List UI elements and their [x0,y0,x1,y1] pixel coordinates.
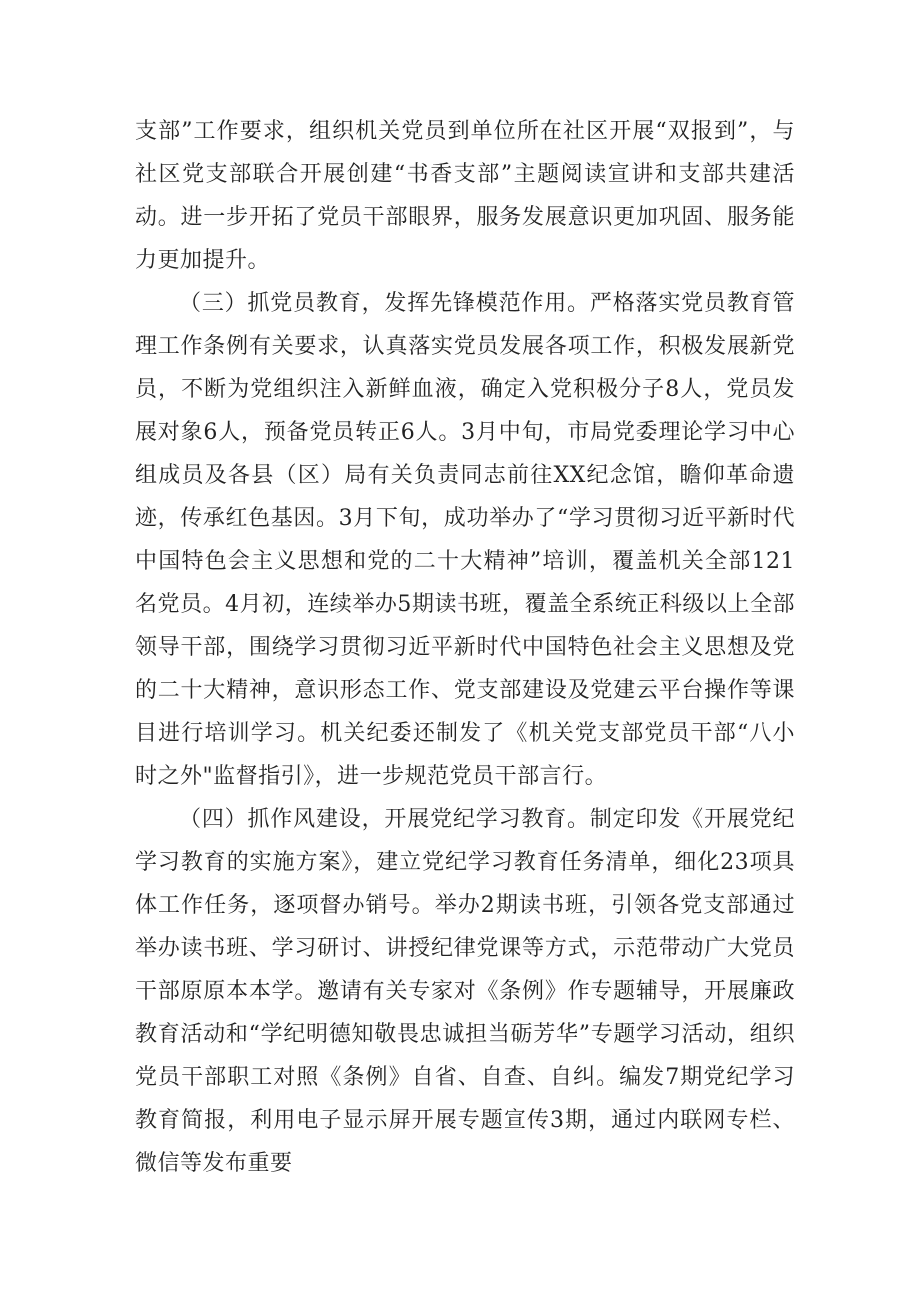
paragraph-discipline-education: （四）抓作风建设，开展党纪学习教育。制定印发《开展党纪学习教育的实施方案》，建立党纪学习教育任务清单，细化23项具体工作任务，逐项督办销号。举办2期读书班，引领各党支部通过举办读书班、学习研讨、讲授纪律党课等方式，示范带动广大党员干部原原本本学。邀请有关专家对《条例》作专题辅导，开展廉政教育活动和“学纪明德知敬畏忠诚担当砺芳华”专题学习活动，组织党员干部职工对照《条例》自省、自查、自纠。编发7期党纪学习教育简报，利用电子显示屏开展专题宣传3期，通过内联网专栏、微信等发布重要 [135,807,795,1176]
paragraph-party-member-education: （三）抓党员教育，发挥先锋模范作用。严格落实党员教育管理工作条例有关要求，认真落实党员发展各项工作，积极发展新党员，不断为党组织注入新鲜血液，确定入党积极分子8人，党员发展对象6人，预备党员转正6人。3月中旬，市局党委理论学习中心组成员及各县（区）局有关负责同志前往XX纪念馆，瞻仰革命遗迹，传承红色基因。3月下旬，成功举办了“学习贯彻习近平新时代中国特色会主义思想和党的二十大精神”培训，覆盖机关全部121名党员。4月初，连续举办5期读书班，覆盖全系统正科级以上全部领导干部，围绕学习贯彻习近平新时代中国特色社会主义思想及党的二十大精神，意识形态工作、党支部建设及党建云平台操作等课目进行培训学习。机关纪委还制发了《机关党支部党员干部“八小时之外"监督指引》，进一步规范党员干部言行。 [135,291,795,789]
document-body [135,110,795,1185]
paragraph-continued: 支部”工作要求，组织机关党员到单位所在社区开展“双报到”，与社区党支部联合开展创建“书香支部”主题阅读宣讲和支部共建活动。进一步开拓了党员干部眼界，服务发展意识更加巩固、服务能力更加提升。 [135,119,795,273]
